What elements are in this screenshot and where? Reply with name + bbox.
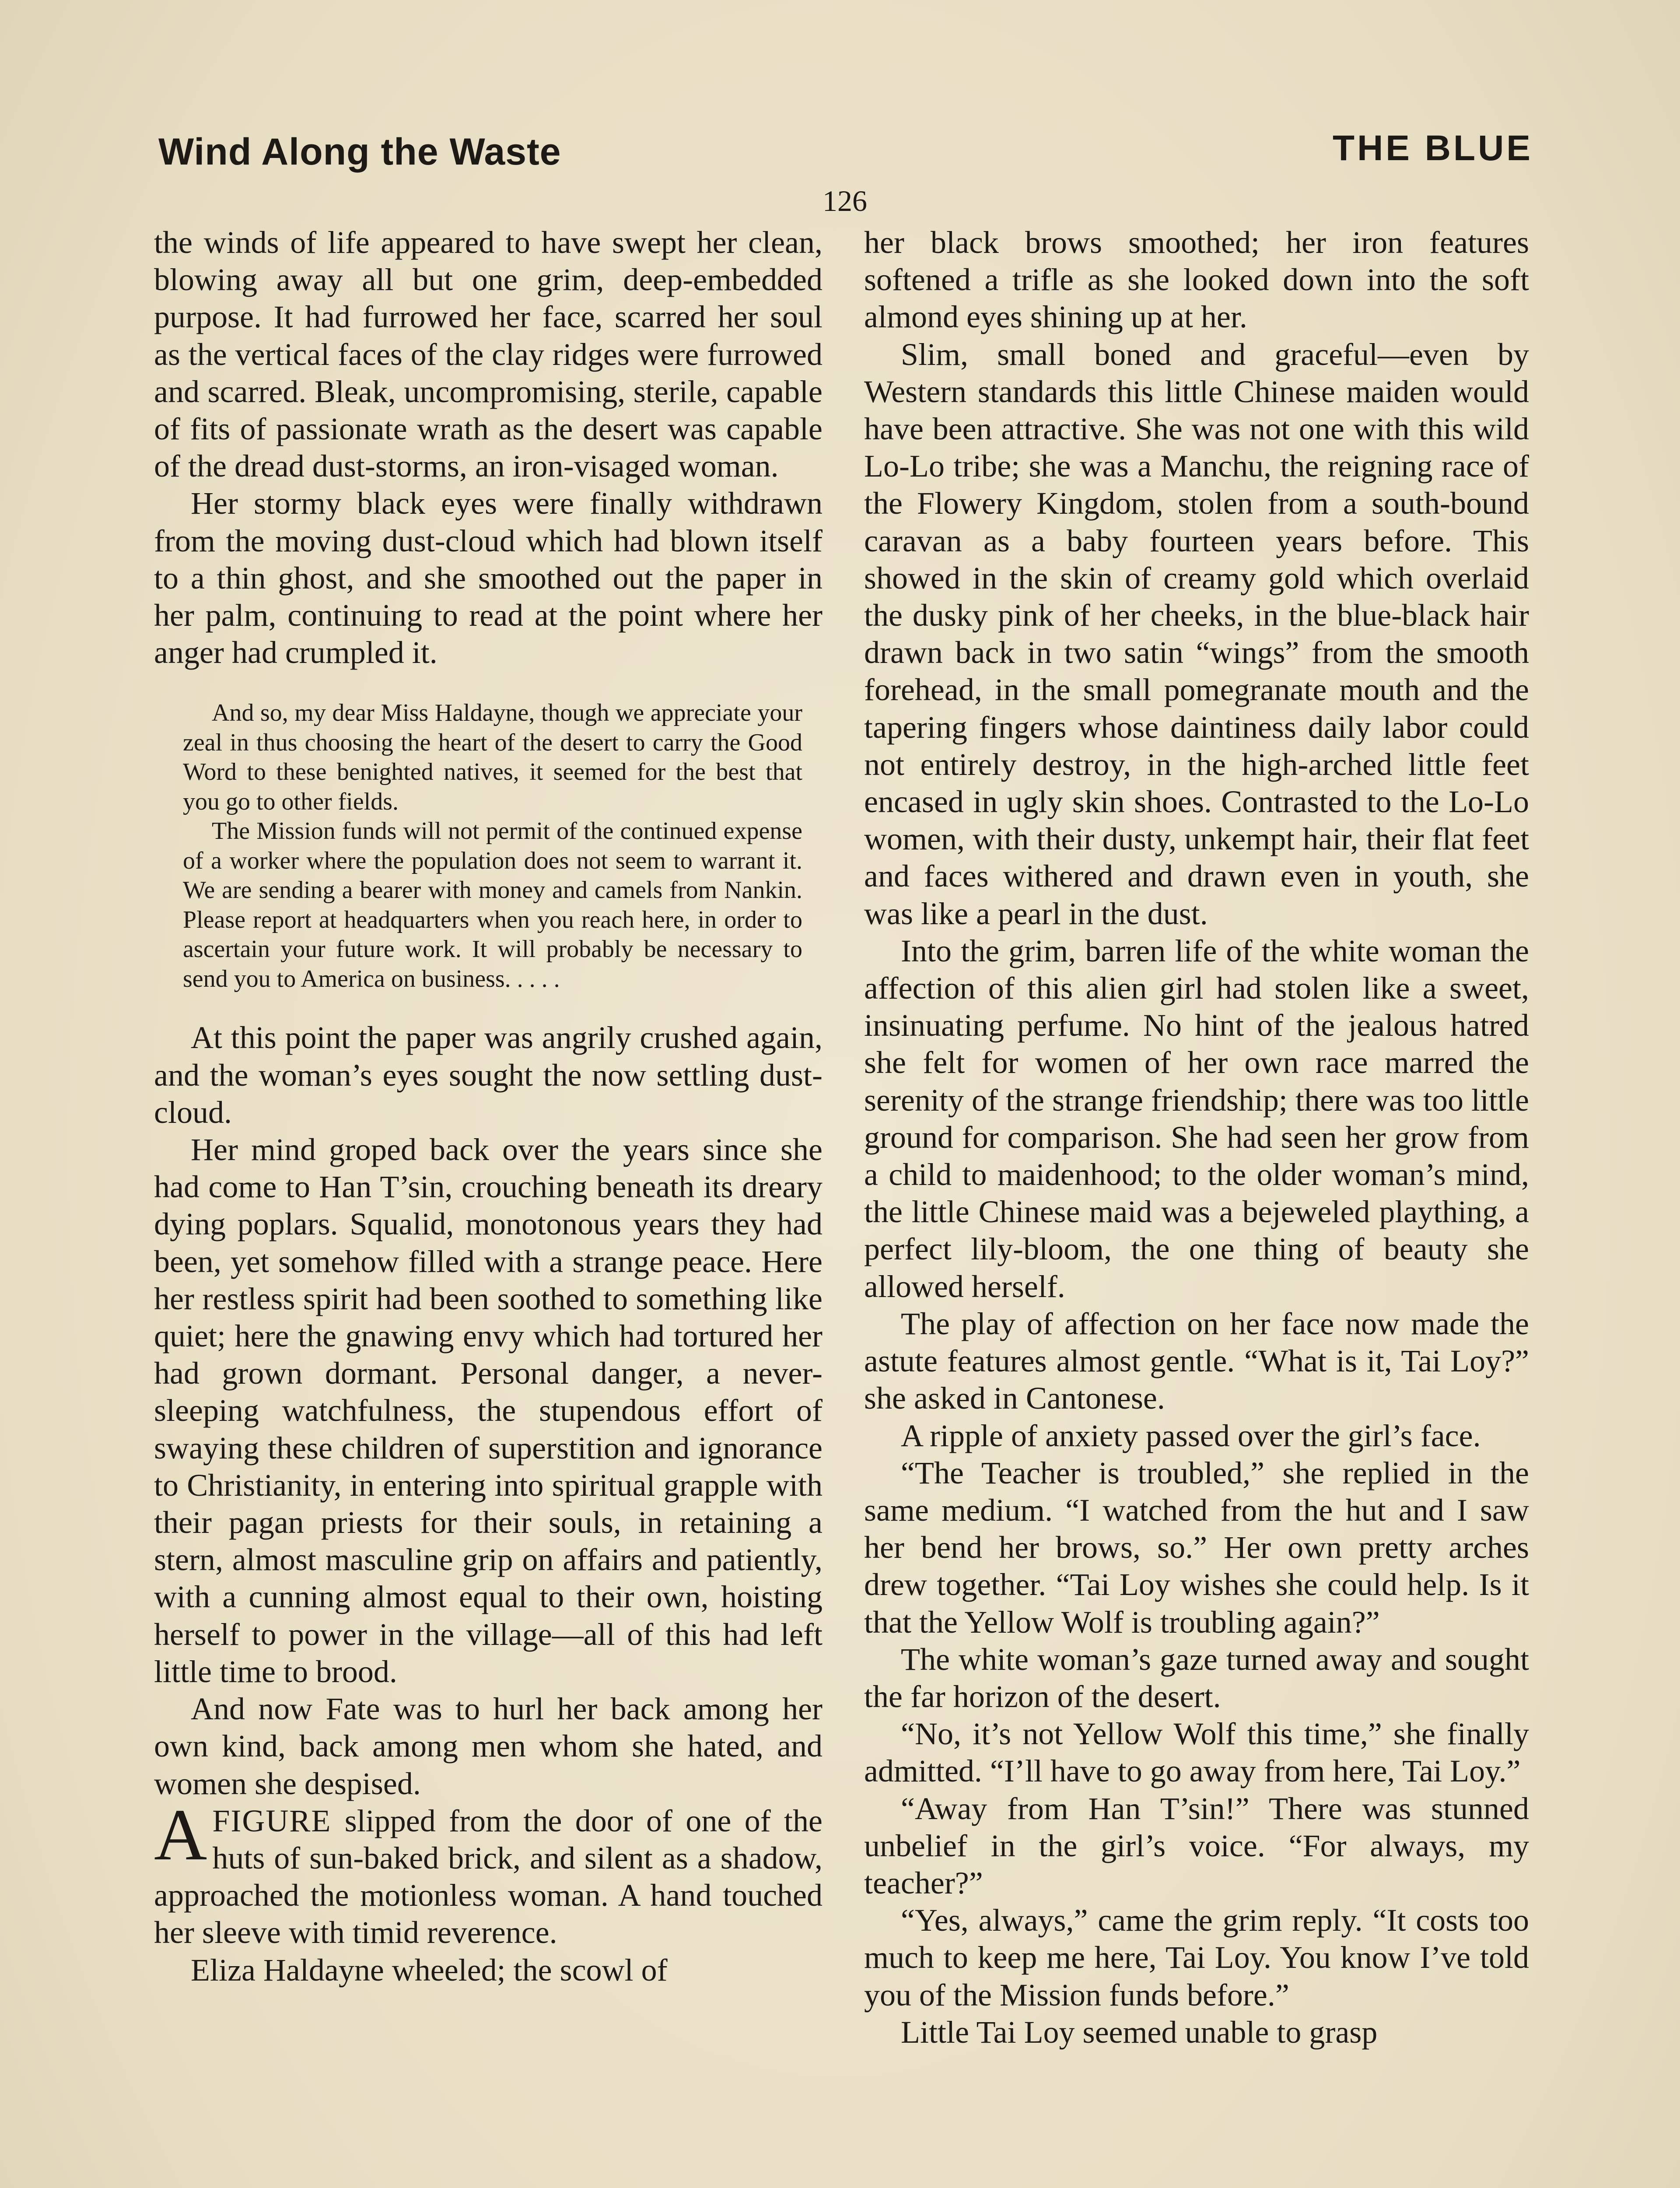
letter-paragraph: And so, my dear Miss Haldayne, though we appreciate your zeal in thus choosing the heart of the desert to carry the Good Word to these benighted natives, it seemed for the best that you go to other fields.	[183, 699, 802, 815]
paragraph: A ripple of anxiety passed over the girl’s face.	[901, 1418, 1481, 1453]
drop-cap: A	[154, 1794, 207, 1876]
magazine-title: THE BLUE	[1333, 128, 1533, 168]
paragraph: “Yes, always,” came the grim reply. “It costs too much to keep me here, Tai Loy. You know I’ve told you of the Mission funds before.”	[864, 1903, 1529, 2013]
small-caps-word: FIGURE	[212, 1803, 332, 1838]
paragraph-text: slipped from the door of one of the huts of sun-baked brick, and silent as a shadow, approached the motionless woman. A hand touched her sleeve with timid reverence.	[154, 1803, 822, 1950]
paragraph: The white woman’s gaze turned away and sought the far horizon of the desert.	[864, 1641, 1529, 1714]
paragraph: the winds of life appeared to have swept her clean, blowing away all but one grim, deep-embedded purpose. It had furrowed her face, scarred her soul as the vertical faces of the clay ridges were furrowed and scarred. Bleak, uncompromising, sterile, capable of fits of passionate wrath as the desert was capable of the dread dust-storms, an iron-visaged woman.	[154, 225, 822, 484]
paragraph: “No, it’s not Yellow Wolf this time,” she finally admitted. “I’ll have to go away from here, Tai Loy.”	[864, 1716, 1529, 1789]
paragraph: “Away from Han T’sin!” There was stunned unbelief in the girl’s voice. “For always, my teacher?”	[864, 1791, 1529, 1900]
paragraph: Little Tai Loy seemed unable to grasp	[901, 2014, 1378, 2050]
paragraph: Eliza Haldayne wheeled; the scowl of	[191, 1952, 668, 1988]
letter-paragraph: The Mission funds will not permit of the continued expense of a worker where the population does not seem to warrant it. We are sending a bearer with money and camels from Nankin. Please report at headquarters when you reach here, in order to ascertain your future work. It will probably be necessary to send you to America on business. . . . .	[183, 817, 802, 992]
section-opening-paragraph	[154, 1794, 822, 1952]
paragraph: “The Teacher is troubled,” she replied in the same medium. “I watched from the hut and I saw her bend her brows, so.” Her own pretty arches drew together. “Tai Loy wishes she could help. Is it that the Yellow Wolf is troubling again?”	[864, 1455, 1529, 1640]
left-column	[154, 224, 822, 1989]
paragraph: Her stormy black eyes were finally withdrawn from the moving dust-cloud which had blown itself to a thin ghost, and she smoothed out the paper in her palm, continuing to read at the point where her anger had crumpled it.	[154, 486, 822, 670]
story-title: Wind Along the Waste	[158, 131, 561, 173]
paragraph: her black brows smoothed; her iron features softened a trifle as she looked down into the soft almond eyes shining up at her.	[864, 225, 1529, 335]
right-column	[864, 224, 1529, 2051]
paragraph: And now Fate was to hurl her back among her own kind, back among men whom she hated, and women she despised.	[154, 1691, 822, 1801]
page-number: 126	[822, 184, 867, 217]
paragraph: Slim, small boned and graceful—even by Western standards this little Chinese maiden would have been attractive. She was not one with this wild Lo-Lo tribe; she was a Manchu, the reigning race of the Flowery Kingdom, stolen from a south-bound caravan as a baby fourteen years before. This showed in the skin of creamy gold which overlaid the dusky pink of her cheeks, in the blue-black hair drawn back in two satin “wings” from the smooth forehead, in the small pomegranate mouth and the tapering fingers whose daintiness daily labor could not entirely destroy, in the high-arched little feet encased in ugly skin shoes. Contrasted to the Lo-Lo women, with their dusty, unkempt hair, their flat feet and faces withered and drawn even in youth, she was like a pearl in the dust.	[864, 337, 1529, 931]
paragraph: Into the grim, barren life of the white woman the affection of this alien girl had stolen like a sweet, insinuating perfume. No hint of the jealous hatred she felt for women of her own race marred the serenity of the strange friendship; there was too little ground for comparison. She had seen her grow from a child to maidenhood; to the older woman’s mind, the little Chinese maid was a bejeweled plaything, a perfect lily-bloom, the one thing of beauty she allowed herself.	[864, 933, 1529, 1304]
paragraph: Her mind groped back over the years since she had come to Han T’sin, crouching beneath its dreary dying poplars. Squalid, monotonous years they had been, yet somehow filled with a strange peace. Here her restless spirit had been soothed to something like quiet; here the gnawing envy which had tortured her had grown dormant. Personal danger, a never-sleeping watchfulness, the stupendous effort of swaying these children of superstition and ignorance to Christianity, in entering into spiritual grapple with their pagan priests for their souls, in retaining a stern, almost masculine grip on affairs and patiently, with a cunning almost equal to their own, hoisting herself to power in the village—all of this had left little time to brood.	[154, 1132, 822, 1689]
paragraph: At this point the paper was angrily crushed again, and the woman’s eyes sought the now settling dust-cloud.	[154, 1020, 822, 1130]
quoted-letter	[183, 698, 802, 994]
paragraph: The play of affection on her face now made the astute features almost gentle. “What is it, Tai Loy?” she asked in Cantonese.	[864, 1306, 1529, 1416]
